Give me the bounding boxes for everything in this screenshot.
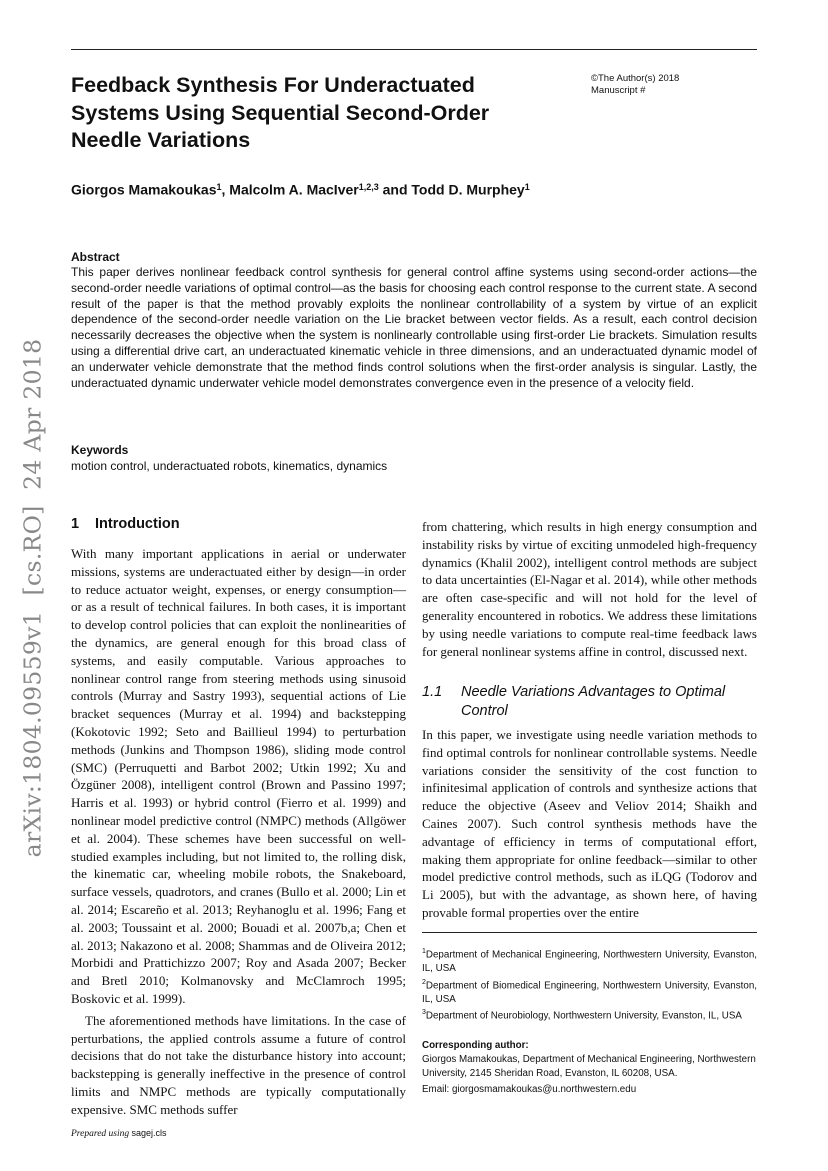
left-column xyxy=(71,545,406,1119)
copyright-notice xyxy=(591,73,761,97)
author-name: Todd D. Murphey xyxy=(411,181,525,198)
author-name: Giorgos Mamakoukas xyxy=(71,181,217,198)
prepared-prefix: Prepared using xyxy=(71,1129,132,1139)
footnote xyxy=(422,976,757,1007)
author-affiliation-mark: 1 xyxy=(216,182,222,192)
corresponding-author-email: Email: giorgosmamakoukas@u.northwestern.edu xyxy=(422,1084,637,1095)
section-heading xyxy=(71,516,180,532)
subsection-heading xyxy=(422,683,762,721)
author-separator: and xyxy=(378,181,412,198)
footnote-text: Department of Neurobiology, Northwestern University, Evanston, IL, USA xyxy=(425,1010,742,1022)
keywords-text: motion control, underactuated robots, kinematics, dynamics xyxy=(71,459,388,473)
prepared-using-note xyxy=(71,1128,167,1139)
author-name: Malcolm A. MacIver xyxy=(229,181,359,198)
subsection-number: 1.1 xyxy=(422,684,443,700)
body-paragraph: from chattering, which results in high energy consumption and instability risks by virtue of exciting unmodeled high-frequency dynamics (Khalil 2002), intelligent control methods are subject to data uncertainties (El-Nagar et al. 2014), while other methods are often case-specific and will not hold for the level of generality encountered in robotics. We address these limitations by using needle variations to compute real-time feedback laws for general nonlinear systems affine in control, discussed next. xyxy=(422,519,757,659)
class-file-name: sagej.cls xyxy=(131,1128,167,1138)
body-paragraph: With many important applications in aerial or underwater missions, systems are underactuated either by design—in order to reduce actuator weight, expenses, or energy consumption—or as a result of technical failures. In both cases, it is important to develop control policies that can exploit the nonlinearities of the dynamics, are general enough for this broad class of systems, and easily computable. Various approaches to nonlinear control range from steering methods using sinusoid controls (Murray and Sastry 1993), sequential actions of Lie bracket sequences (Murray et al. 1994) and backstepping (Kokotovic 1992; Seto and Baillieul 1994) to perturbation methods (Junkins and Thompson 1986), sliding mode control (SMC) (Perruquetti and Barbot 2002; Utkin 1992; Xu and Özgüner 2008), intelligent control (Brown and Passino 1997; Harris et al. 1993) or hybrid control (Fierro et al. 1999) and nonlinear model predictive control (NMPC) methods (Allgöwer et al. 2004). These schemes have been successful on well-studied examples including, but not limited to, the rolling disk, the kinematic car, wheeling mobile robots, the Snakeboard, surface vessels, quadrotors, and cranes (Bullo et al. 2000; Lin et al. 2014; Escareño et al. 2013; Reyhanoglu et al. 1996; Fang et al. 2003; Toussaint et al. 2000; Bouadi et al. 2007b,a; Chen et al. 2013; Nakazono et al. 2008; Shammas and de Oliveira 2012; Morbidi and Prattichizzo 2007; Roy and Asada 2007; Becker and Bretl 2010; Kolmanovsky and McClamroch 1995; Boskovic et al. 1999). xyxy=(71,546,406,1006)
keywords-heading: Keywords xyxy=(71,443,129,457)
author-list xyxy=(71,176,530,200)
section-number: 1 xyxy=(71,516,80,532)
footnote-text: Department of Biomedical Engineering, Northwestern University, Evanston, IL, USA xyxy=(422,979,757,1005)
abstract-text: This paper derives nonlinear feedback control synthesis for general control affine systems using second-order actions—the second-order needle variations of optimal control—as the basis for choosing each control response to the current state. A second result of the paper is that the method provably exploits the nonlinear controllability of a system by virtue of an explicit dependence of the second-order needle variation on the Lie bracket between vector fields. As a result, each control decision necessarily decreases the objective when the system is nonlinearly controllable using first-order Lie brackets. Simulation results using a differential drive cart, an underactuated kinematic vehicle in three dimensions, and an underactuated dynamic model of an underwater vehicle demonstrate that the method finds control solutions when the first-order analysis is singular. Lastly, the underactuated dynamic underwater vehicle model demonstrates convergence even in the presence of a velocity field. xyxy=(71,265,757,390)
section-title: Introduction xyxy=(95,516,180,532)
top-rule xyxy=(71,49,757,50)
corresponding-author-heading: Corresponding author: xyxy=(422,1040,529,1051)
manuscript-line: Manuscript # xyxy=(591,85,646,96)
abstract-heading: Abstract xyxy=(71,250,120,264)
copyright-line: ©The Author(s) 2018 xyxy=(591,73,680,84)
footnote-mark: 1 xyxy=(422,948,426,955)
footnote xyxy=(422,1006,757,1023)
footnote xyxy=(422,945,757,976)
footnote-rule xyxy=(422,932,757,933)
subsection-title: Needle Variations Advantages to Optimal Control xyxy=(461,684,726,719)
footnote-text: Department of Mechanical Engineering, Northwestern University, Evanston, IL, USA xyxy=(422,949,757,974)
corresponding-author-text: Giorgos Mamakoukas, Department of Mechanical Engineering, Northwestern University, 2145 Sheridan Road, Evanston, IL 60208, USA. xyxy=(422,1054,756,1079)
body-paragraph: In this paper, we investigate using needle variation methods to find optimal controls for nonlinear controllable systems. Needle variations consider the sensitivity of the cost function to infinitesimal application of controls and synthesize actions that reduce the objective (Aseev and Veliov 2014; Shaikh and Caines 2007). Such control synthesis methods have the advantage of efficiency in terms of computational effort, making them appropriate for online feedback—similar to other model predictive control methods, such as iLQG (Todorov and Li 2005), but with the advantage, as shown here, of having provable formal properties over the entire xyxy=(422,727,757,920)
footnote-mark: 2 xyxy=(422,978,426,986)
body-paragraph: The aforementioned methods have limitations. In the case of perturbations, the applied controls assume a future of control decisions that do not take the disturbance history into account; backstepping is generally ineffective in the presence of control limits and NMPC methods are typically computationally expensive. SMC methods suffer xyxy=(71,1012,406,1117)
footnotes xyxy=(422,945,757,1023)
author-affiliation-mark: 1,2,3 xyxy=(358,182,379,192)
footnote-mark: 3 xyxy=(422,1009,426,1017)
arxiv-identifier: arXiv:1804.09559v1 [cs.RO] 24 Apr 2018 xyxy=(18,338,46,858)
author-affiliation-mark: 1 xyxy=(524,182,530,192)
author-separator: , xyxy=(221,181,230,198)
paper-title: Feedback Synthesis For Underactuated Systems Using Sequential Second-Order Needle Variations xyxy=(71,73,490,152)
arxiv-side-stamp xyxy=(3,338,61,858)
